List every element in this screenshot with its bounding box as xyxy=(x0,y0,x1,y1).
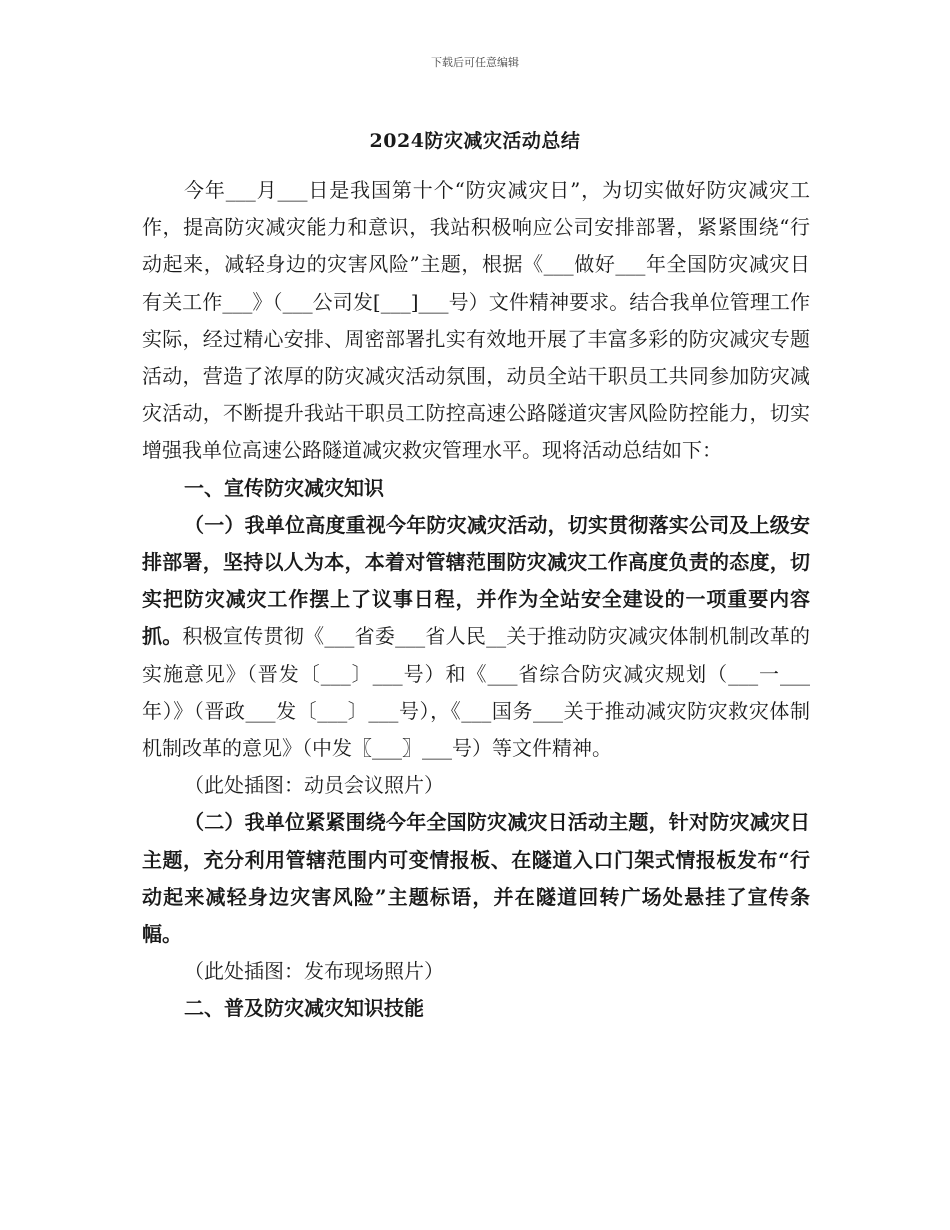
item-1-bold-text: （一）我单位高度重视今年防灾减灾活动，切实贯彻落实公司及上级安排部署，坚持以人为本，本着对管辖范围防灾减灾工作高度负责的态度，切实把防灾减灾工作摆上了议事日程，并作为全站安全建设的一项重要内容抓。 xyxy=(142,512,810,649)
header-note: 下载后可任意编辑 xyxy=(431,56,519,69)
photo-placeholder-1: （此处插图：动员会议照片） xyxy=(184,773,444,798)
item-2-paragraph: （二）我单位紧紧围绕今年全国防灾减灾日活动主题，针对防灾减灾日主题，充分利用管辖范围内可变情报板、在隧道入口门架式情报板发布“行动起来减轻身边灾害风险”主题标语，并在隧道回转广场处悬挂了宣传条幅。 xyxy=(142,810,810,947)
item-1-text: 积极宣传贯彻《___省委___省人民__关于推动防灾减灾体制机制改革的实施意见》（晋发〔___〕___号）和《___省综合防灾减灾规划（___一___年）》（晋政___发〔___〕___号），《___国务___关于推动减灾防灾救灾体制机制改革的意见》（中发〖___〗___号）等文件精神。 xyxy=(142,624,811,761)
intro-paragraph: 今年___月___日是我国第十个“防灾减灾日”，为切实做好防灾减灾工作，提高防灾减灾能力和意识，我站积极响应公司安排部署，紧紧围绕“行动起来，减轻身边的灾害风险”主题，根据《___做好___年全国防灾减灾日有关工作___》（___公司发[___]___号）文件精神要求。结合我单位管理工作实际，经过精心安排、周密部署扎实有效地开展了丰富多彩的防灾减灾专题活动，营造了浓厚的防灾减灾活动氛围，动员全站干职员工共同参加防灾减灾活动，不断提升我站干职员工防控高速公路隧道灾害风险防控能力，切实增强我单位高速公路隧道减灾救灾管理水平。现将活动总结如下： xyxy=(142,178,810,463)
section-heading-2: 二、普及防灾减灾知识技能 xyxy=(184,996,424,1021)
document-title: 2024防灾减灾活动总结 xyxy=(369,130,581,152)
item-1-paragraph xyxy=(142,507,810,767)
photo-placeholder-2: （此处插图：发布现场照片） xyxy=(184,959,444,984)
section-heading-1: 一、宣传防灾减灾知识 xyxy=(184,475,384,500)
document-body xyxy=(142,172,810,1028)
